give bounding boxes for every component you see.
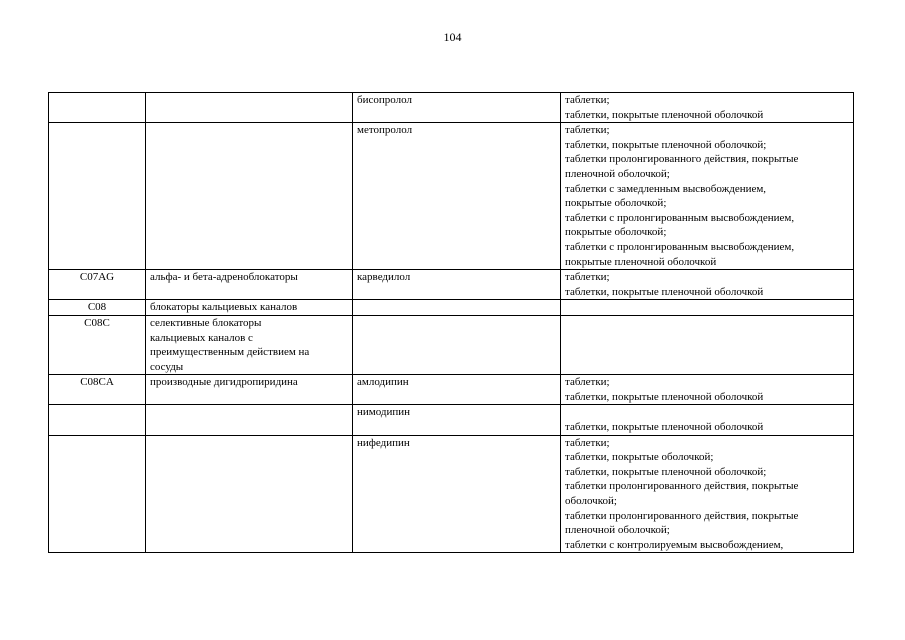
dosage-form-line [565, 405, 850, 420]
atc-code-cell [49, 123, 146, 270]
group-line: сосуды [150, 360, 184, 373]
dosage-forms-cell [561, 435, 854, 553]
drug-name-cell: нифедипин [353, 435, 561, 553]
dosage-form-line: таблетки с контролируемым высвобождением, [565, 538, 784, 551]
dosage-form-line: покрытые пленочной оболочкой [565, 255, 717, 268]
drug-name-cell: нимодипин [353, 405, 561, 435]
atc-code-cell: C08C [49, 315, 146, 374]
drug-name-cell: метопролол [353, 123, 561, 270]
group-cell [146, 405, 353, 435]
table-row [49, 300, 854, 316]
dosage-form-line: таблетки; [565, 124, 610, 137]
group-cell: производные дигидропиридина [146, 375, 353, 405]
drug-name-cell: бисопролол [353, 93, 561, 123]
drug-name-cell [353, 315, 561, 374]
dosage-form-line: таблетки; [565, 376, 610, 389]
dosage-forms-cell [561, 123, 854, 270]
atc-code-cell: C08CA [49, 375, 146, 405]
dosage-forms-cell [561, 270, 854, 300]
atc-code-cell: C07AG [49, 270, 146, 300]
drug-name-cell: карведилол [353, 270, 561, 300]
dosage-form-line: таблетки; [565, 436, 610, 449]
group-line: преимущественным действием на [150, 346, 310, 359]
group-cell [146, 435, 353, 553]
dosage-form-line: таблетки пролонгированного действия, покрытые [565, 153, 799, 166]
drug-name-cell [353, 300, 561, 316]
dosage-form-line: таблетки пролонгированного действия, покрытые [565, 509, 799, 522]
table-row [49, 123, 854, 270]
dosage-form-line: покрытые оболочкой; [565, 226, 667, 239]
dosage-form-line: пленочной оболочкой; [565, 524, 670, 537]
table-row [49, 270, 854, 300]
table-row [49, 435, 854, 553]
dosage-form-line: таблетки, покрытые пленочной оболочкой; [565, 138, 767, 151]
group-cell [146, 93, 353, 123]
group-cell: альфа- и бета-адреноблокаторы [146, 270, 353, 300]
dosage-form-line: таблетки, покрытые пленочной оболочкой [565, 390, 764, 403]
dosage-form-line: оболочкой; [565, 495, 617, 508]
dosage-form-line: таблетки с пролонгированным высвобождением, [565, 211, 795, 224]
dosage-forms-cell [561, 315, 854, 374]
group-cell [146, 315, 353, 374]
dosage-forms-cell [561, 405, 854, 435]
drug-table [48, 92, 854, 553]
drug-name-cell: амлодипин [353, 375, 561, 405]
dosage-form-line: таблетки, покрытые пленочной оболочкой [565, 108, 764, 121]
atc-code-cell [49, 93, 146, 123]
dosage-form-line: таблетки, покрытые пленочной оболочкой [565, 421, 764, 434]
group-cell [146, 123, 353, 270]
dosage-form-line: таблетки пролонгированного действия, покрытые [565, 480, 799, 493]
page-number: 104 [443, 30, 462, 44]
group-line: кальциевых каналов с [150, 331, 253, 344]
group-line: селективные блокаторы [150, 316, 262, 329]
dosage-form-line: таблетки, покрытые пленочной оболочкой; [565, 465, 767, 478]
dosage-form-line: таблетки, покрытые пленочной оболочкой [565, 285, 764, 298]
atc-code-cell [49, 405, 146, 435]
group-cell: блокаторы кальциевых каналов [146, 300, 353, 316]
dosage-form-line: таблетки, покрытые оболочкой; [565, 451, 714, 464]
dosage-form-line: пленочной оболочкой; [565, 167, 670, 180]
atc-code-cell: C08 [49, 300, 146, 316]
dosage-forms-cell [561, 375, 854, 405]
dosage-forms-cell [561, 300, 854, 316]
table-row [49, 375, 854, 405]
dosage-form-line: таблетки; [565, 271, 610, 284]
table-row [49, 315, 854, 374]
dosage-form-line: таблетки с пролонгированным высвобождением, [565, 240, 795, 253]
dosage-form-line: таблетки с замедленным высвобождением, [565, 182, 767, 195]
dosage-forms-cell [561, 93, 854, 123]
dosage-form-line: таблетки; [565, 94, 610, 106]
atc-code-cell [49, 435, 146, 553]
table-row [49, 405, 854, 435]
dosage-form-line: покрытые оболочкой; [565, 197, 667, 210]
table-row [49, 93, 854, 123]
